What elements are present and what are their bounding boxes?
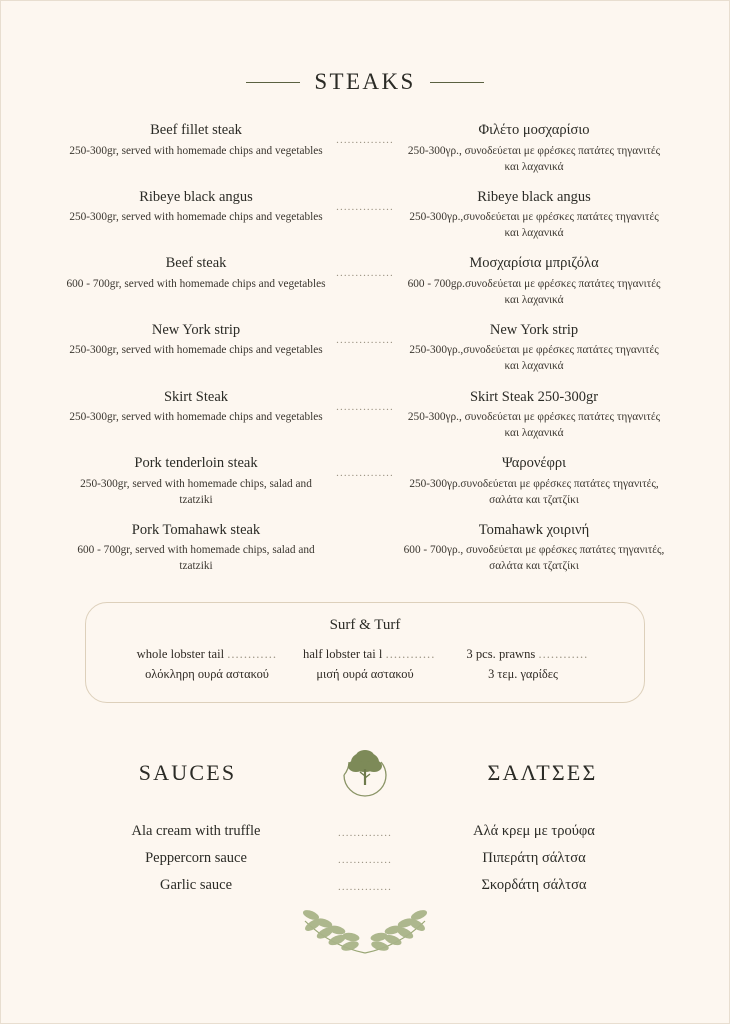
item-desc-en: 250-300gr, served with homemade chips and vegetables	[69, 344, 323, 357]
item-name-gr: Tomahawk χοιρινή	[478, 521, 590, 538]
menu-item-row	[65, 521, 665, 575]
item-name-en: Pork Tomahawk steak	[131, 521, 261, 538]
item-name-gr: Ribeye black angus	[477, 188, 591, 205]
item-desc-en: 600 - 700gr, served with homemade chips and vegetables	[66, 277, 326, 290]
surf-and-turf-gr-line	[104, 665, 626, 685]
sauce-name-en: Garlic sauce	[159, 877, 233, 894]
item-name-gr: Μοσχαρίσια μπριζόλα	[469, 255, 599, 272]
menu-item-row	[65, 188, 665, 242]
olive-tree-logo-icon	[310, 745, 420, 801]
surf-item-en-label: 3 pcs. prawns	[466, 647, 536, 662]
item-desc-gr: 250-300γρ.συνοδεύεται με φρέσκες πατάτες τηγανιτές, σαλάτα και τζατζίκι	[409, 477, 659, 506]
menu-item-gr	[403, 521, 665, 575]
surf-item-gr: 3 τεμ. γαρίδες	[488, 666, 558, 681]
title-rule-right	[430, 82, 484, 83]
leader-dots: ...............	[336, 467, 394, 480]
leader-dots: ...............	[336, 333, 394, 346]
menu-item-en	[65, 254, 327, 292]
menu-item-en	[65, 321, 327, 359]
olive-branch-wreath-icon	[1, 897, 729, 959]
menu-item-en	[65, 188, 327, 226]
leader-dots: ..............	[338, 881, 392, 894]
menu-item-gr	[403, 454, 665, 508]
menu-item-row	[65, 254, 665, 308]
menu-item-row	[65, 121, 665, 175]
item-desc-gr: 250-300γρ., συνοδεύεται με φρέσκες πατάτες τηγανιτές και λαχανικά	[407, 144, 661, 173]
leader-dots: ...............	[336, 400, 394, 413]
leader-dots: ...............	[336, 134, 394, 146]
menu-item-row	[65, 321, 665, 375]
item-desc-gr: 250-300γρ.,συνοδεύεται με φρέσκες πατάτες τηγανιτές και λαχανικά	[409, 211, 659, 240]
leader-dots: ...............	[336, 267, 394, 280]
sauces-title-gr: ΣΑΛΤΣΕΣ	[487, 760, 598, 786]
leader-dots	[327, 521, 403, 534]
menu-item-row	[65, 388, 665, 442]
sauces-list	[1, 823, 729, 894]
item-desc-gr: 250-300γρ.,συνοδεύεται με φρέσκες πατάτες τηγανιτές και λαχανικά	[409, 344, 659, 373]
leader-dots: ............	[385, 647, 436, 662]
sauce-name-gr: Πιπεράτη σάλτσα	[482, 850, 586, 867]
surf-item-en-label: whole lobster tail	[136, 647, 225, 662]
surf-item-gr: μισή ουρά αστακού	[316, 666, 414, 681]
menu-item-gr	[403, 388, 665, 442]
menu-item-en	[65, 454, 327, 508]
sauce-row	[65, 877, 665, 894]
sauce-row	[65, 823, 665, 840]
item-name-gr: Ψαρονέφρι	[501, 455, 566, 472]
menu-item-en	[65, 121, 327, 159]
item-desc-gr: 600 - 700γρ., συνοδεύεται με φρέσκες πατάτες τηγανιτές, σαλάτα και τζατζίκι	[403, 544, 665, 573]
leader-dots: ............	[538, 647, 589, 662]
sauce-name-gr: Σκορδάτη σάλτσα	[481, 877, 587, 894]
item-name-en: Skirt Steak	[163, 388, 229, 405]
item-name-gr: New York strip	[489, 321, 579, 338]
item-name-gr: Φιλέτο μοσχαρίσιο	[478, 122, 590, 138]
title-rule-left	[246, 82, 300, 83]
surf-item-en	[461, 644, 593, 664]
surf-item-en-label: half lobster tai l	[303, 647, 383, 662]
menu-item-row	[65, 454, 665, 508]
sauce-row	[65, 850, 665, 867]
menu-item-en	[65, 388, 327, 426]
surf-item-en	[137, 644, 277, 664]
sauces-title-en: SAUCES	[138, 760, 237, 786]
leader-dots: ...............	[336, 200, 394, 213]
item-name-en: Beef steak	[165, 255, 227, 272]
menu-item-gr	[403, 254, 665, 308]
leader-dots: ............	[227, 647, 278, 662]
surf-and-turf-box	[85, 602, 645, 703]
menu-item-gr	[403, 321, 665, 375]
item-desc-en: 600 - 700gr, served with homemade chips, salad and tzatziki	[77, 544, 315, 573]
surf-and-turf-en-line	[104, 644, 626, 664]
item-desc-en: 250-300gr, served with homemade chips and vegetables	[69, 211, 323, 224]
leader-dots: ..............	[338, 854, 392, 867]
sauces-section-header	[1, 745, 729, 801]
steaks-list	[1, 121, 729, 574]
sauce-name-en: Ala cream with truffle	[131, 823, 261, 840]
item-desc-en: 250-300gr, served with homemade chips, salad and tzatziki	[80, 477, 312, 506]
item-name-en: Beef fillet steak	[150, 122, 242, 138]
surf-item-gr: ολόκληρη ουρά αστακού	[145, 666, 269, 681]
surf-and-turf-title: Surf & Turf	[329, 617, 401, 634]
sauce-name-en: Peppercorn sauce	[145, 850, 247, 867]
item-desc-gr: 600 - 700gρ.συνοδεύεται με φρέσκες πατάτες τηγανιτές και λαχανικά	[407, 277, 661, 306]
page-title: STEAKS	[314, 69, 416, 94]
item-name-en: Pork tenderloin steak	[134, 455, 258, 472]
item-name-en: Ribeye black angus	[139, 188, 253, 205]
item-desc-en: 250-300gr, served with homemade chips and vegetables	[69, 144, 323, 157]
menu-item-gr	[403, 121, 665, 175]
menu-item-gr	[403, 188, 665, 242]
item-name-gr: Skirt Steak 250-300gr	[469, 388, 599, 405]
item-name-en: New York strip	[151, 321, 241, 338]
item-desc-en: 250-300gr, served with homemade chips and vegetables	[69, 411, 323, 424]
surf-item-en	[303, 644, 435, 664]
steaks-section-header	[1, 69, 729, 95]
sauce-name-gr: Αλά κρεμ με τρούφα	[473, 823, 595, 840]
menu-item-en	[65, 521, 327, 575]
leader-dots: ..............	[338, 827, 392, 840]
item-desc-gr: 250-300γρ., συνοδεύεται με φρέσκες πατάτες τηγανιτές και λαχανικά	[407, 411, 661, 440]
